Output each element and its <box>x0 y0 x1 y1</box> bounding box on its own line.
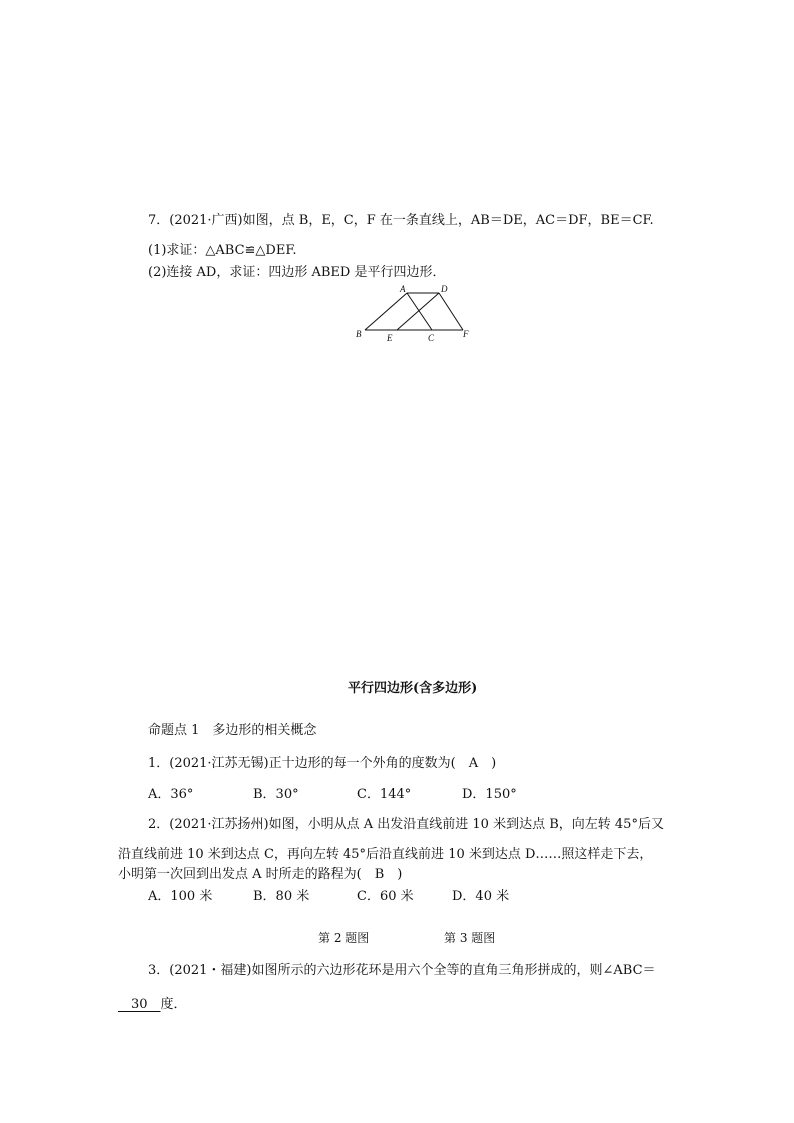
label-e: E <box>387 333 393 343</box>
q7-part2: (2)连接 AD，求证：四边形 ABED 是平行四边形． <box>148 265 446 280</box>
label-f: F <box>463 329 469 339</box>
q3-line2 <box>118 996 187 1014</box>
q1-answer: A <box>468 756 479 771</box>
label-c: C <box>428 333 435 343</box>
q2-answer: B <box>374 867 385 882</box>
label-a: A <box>400 284 406 294</box>
q7-stem: 7．(2021·广西)如图，点 B，E，C，F 在一条直线上，AB＝DE，AC＝DF，BE＝CF. <box>148 213 654 228</box>
q3-line1: 3．(2021・福建)如图所示的六边形花环是用六个全等的直角三角形拼成的，则∠ABC＝ <box>148 963 656 978</box>
segment-ac <box>407 293 432 330</box>
q2-option-c: C．60 米 <box>357 889 414 904</box>
q2-line3-suffix: ) <box>384 867 403 882</box>
q3-answer: 30 <box>131 997 148 1012</box>
q1-stem-suffix: ) <box>478 756 497 771</box>
label-d: D <box>441 284 448 294</box>
segment-ab <box>365 293 407 330</box>
q2-line2: 沿直线前进 10 米到达点 C，再向左转 45°后沿直线前进 10 米到达点 D……照这样走下去， <box>118 847 653 862</box>
q2-option-b: B．80 米 <box>253 889 310 904</box>
caption-fig2: 第 2 题图 <box>318 931 370 945</box>
q1-option-c: C．144° <box>357 787 412 802</box>
caption-fig3: 第 3 题图 <box>444 931 496 945</box>
q1-stem <box>148 755 496 773</box>
q7-part1: (1)求证：△ABC≌△DEF. <box>148 243 297 258</box>
q7-figure <box>350 282 480 344</box>
q2-option-a: A．100 米 <box>148 889 213 904</box>
section-title: 平行四边形(含多边形) <box>348 681 478 696</box>
q3-line2-suffix: 度． <box>160 997 187 1012</box>
q3-answer-blank <box>118 997 161 1012</box>
q2-line3-prefix: 小明第一次回到出发点 A 时所走的路程为( <box>118 867 375 882</box>
q1-option-b: B．30° <box>253 787 299 802</box>
q2-line3 <box>118 866 402 884</box>
q2-line1: 2．(2021·江苏扬州)如图，小明从点 A 出发沿直线前进 10 米到达点 B，向左转 45°后又 <box>148 817 664 832</box>
q1-stem-prefix: 1．(2021·江苏无锡)正十边形的每一个外角的度数为( <box>148 756 469 771</box>
q2-option-d: D．40 米 <box>452 889 510 904</box>
section-subtitle: 命题点 1 多边形的相关概念 <box>148 723 317 738</box>
segment-df <box>439 293 463 330</box>
q1-option-a: A．36° <box>148 787 194 802</box>
segment-de <box>397 293 439 330</box>
q1-option-d: D．150° <box>462 787 517 802</box>
label-b: B <box>356 329 362 339</box>
